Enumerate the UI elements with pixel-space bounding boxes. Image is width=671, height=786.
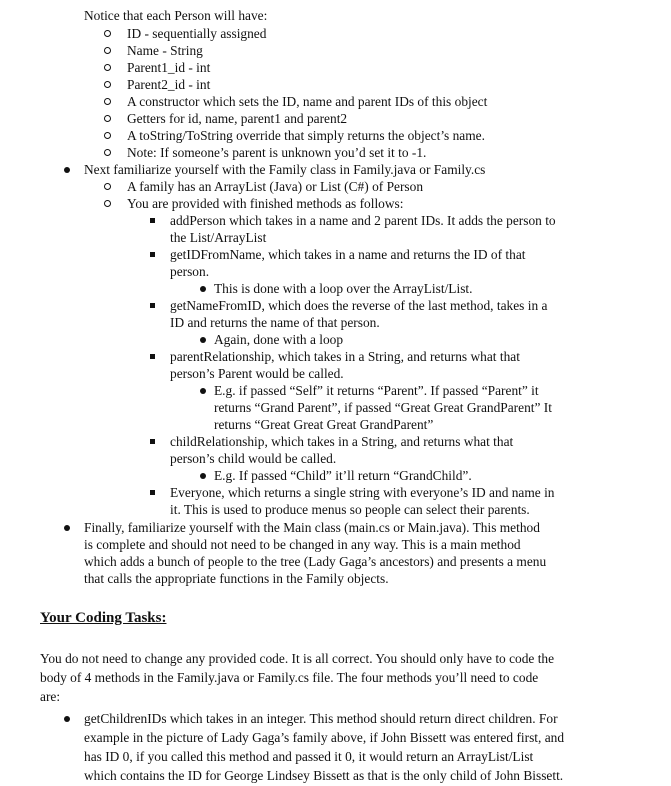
method-everyone: Everyone, which returns a single string with everyone’s ID and name in (170, 485, 555, 500)
method-addperson: addPerson which takes in a name and 2 parent IDs. It adds the person to (170, 213, 556, 228)
ring-bullet-icon (104, 132, 111, 139)
intro-text: Notice that each Person will have: (84, 8, 268, 23)
main-bullet-text: Finally, familiarize yourself with the Main class (main.cs or Main.java). This method (84, 520, 540, 535)
main-bullet-text-cont: that calls the appropriate functions in the Family objects. (84, 571, 389, 586)
ring-bullet-icon (104, 183, 111, 190)
disc-bullet-icon (200, 473, 206, 479)
square-bullet-icon (150, 303, 155, 308)
disc-bullet-icon (64, 167, 70, 173)
ring-bullet-icon (104, 30, 111, 37)
disc-bullet-icon (64, 525, 70, 531)
disc-bullet-icon (64, 716, 70, 722)
person-item: ID - sequentially assigned (127, 26, 267, 41)
method-childrelationship-cont: person’s child would be called. (170, 451, 337, 466)
person-item: Name - String (127, 43, 203, 58)
square-bullet-icon (150, 439, 155, 444)
disc-bullet-icon (200, 337, 206, 343)
method-note-cont: returns “Grand Parent”, if passed “Great Great GrandParent” It (214, 400, 552, 415)
ring-bullet-icon (104, 47, 111, 54)
square-bullet-icon (150, 252, 155, 257)
person-item: Parent1_id - int (127, 60, 211, 75)
disc-bullet-icon (200, 388, 206, 394)
ring-bullet-icon (104, 64, 111, 71)
method-getnamefromid: getNameFromID, which does the reverse of the last method, takes in a (170, 298, 548, 313)
person-item: Getters for id, name, parent1 and parent2 (127, 111, 348, 126)
family-sub-item: You are provided with finished methods as follows: (127, 196, 404, 211)
ring-bullet-icon (104, 149, 111, 156)
method-childrelationship: childRelationship, which takes in a String, and returns what that (170, 434, 514, 449)
family-bullet-text: Next familiarize yourself with the Family class in Family.java or Family.cs (84, 162, 486, 177)
ring-bullet-icon (104, 81, 111, 88)
method-note: This is done with a loop over the ArrayList/List. (214, 281, 473, 296)
person-item: Note: If someone’s parent is unknown you’d set it to -1. (127, 145, 427, 160)
square-bullet-icon (150, 354, 155, 359)
ring-bullet-icon (104, 115, 111, 122)
ring-bullet-icon (104, 200, 111, 207)
method-note: E.g. If passed “Child” it’ll return “GrandChild”. (214, 468, 472, 483)
ring-bullet-icon (104, 98, 111, 105)
person-item: A constructor which sets the ID, name and parent IDs of this object (127, 94, 488, 109)
task-item-cont: example in the picture of Lady Gaga’s family above, if John Bissett was entered first, and (84, 730, 565, 745)
tasks-paragraph-cont: are: (40, 689, 61, 704)
method-everyone-cont: it. This is used to produce menus so people can select their parents. (170, 502, 530, 517)
family-sub-item: A family has an ArrayList (Java) or List (C#) of Person (127, 179, 424, 194)
method-parentrelationship: parentRelationship, which takes in a String, and returns what that (170, 349, 520, 364)
section-heading: Your Coding Tasks: (40, 610, 167, 626)
tasks-paragraph-cont: body of 4 methods in the Family.java or Family.cs file. The four methods you’ll need to code (40, 670, 539, 685)
task-item-cont: has ID 0, if you called this method and passed it 0, it would return an ArrayList/List (84, 749, 534, 764)
method-note: Again, done with a loop (214, 332, 344, 347)
main-bullet-text-cont: which adds a bunch of people to the tree (Lady Gaga’s ancestors) and presents a menu (84, 554, 547, 569)
method-note: E.g. if passed “Self” it returns “Parent”. If passed “Parent” it (214, 383, 539, 398)
method-parentrelationship-cont: person’s Parent would be called. (170, 366, 344, 381)
tasks-paragraph: You do not need to change any provided code. It is all correct. You should only have to code the (40, 651, 555, 666)
method-getnamefromid-cont: ID and returns the name of that person. (170, 315, 380, 330)
disc-bullet-icon (200, 286, 206, 292)
method-note-cont: returns “Great Great Great GrandParent” (214, 417, 434, 432)
task-item-cont: which contains the ID for George Lindsey Bissett as that is the only child of John Bissett. (84, 768, 564, 783)
method-getidfromname: getIDFromName, which takes in a name and returns the ID of that (170, 247, 526, 262)
method-getidfromname-cont: person. (170, 264, 210, 279)
main-bullet-text-cont: is complete and should not need to be changed in any way. This is a main method (84, 537, 521, 552)
square-bullet-icon (150, 490, 155, 495)
square-bullet-icon (150, 218, 155, 223)
person-item: A toString/ToString override that simply returns the object’s name. (127, 128, 485, 143)
task-item: getChildrenIDs which takes in an integer. This method should return direct children. For (84, 711, 558, 726)
method-addperson-cont: the List/ArrayList (170, 230, 267, 245)
person-item: Parent2_id - int (127, 77, 211, 92)
